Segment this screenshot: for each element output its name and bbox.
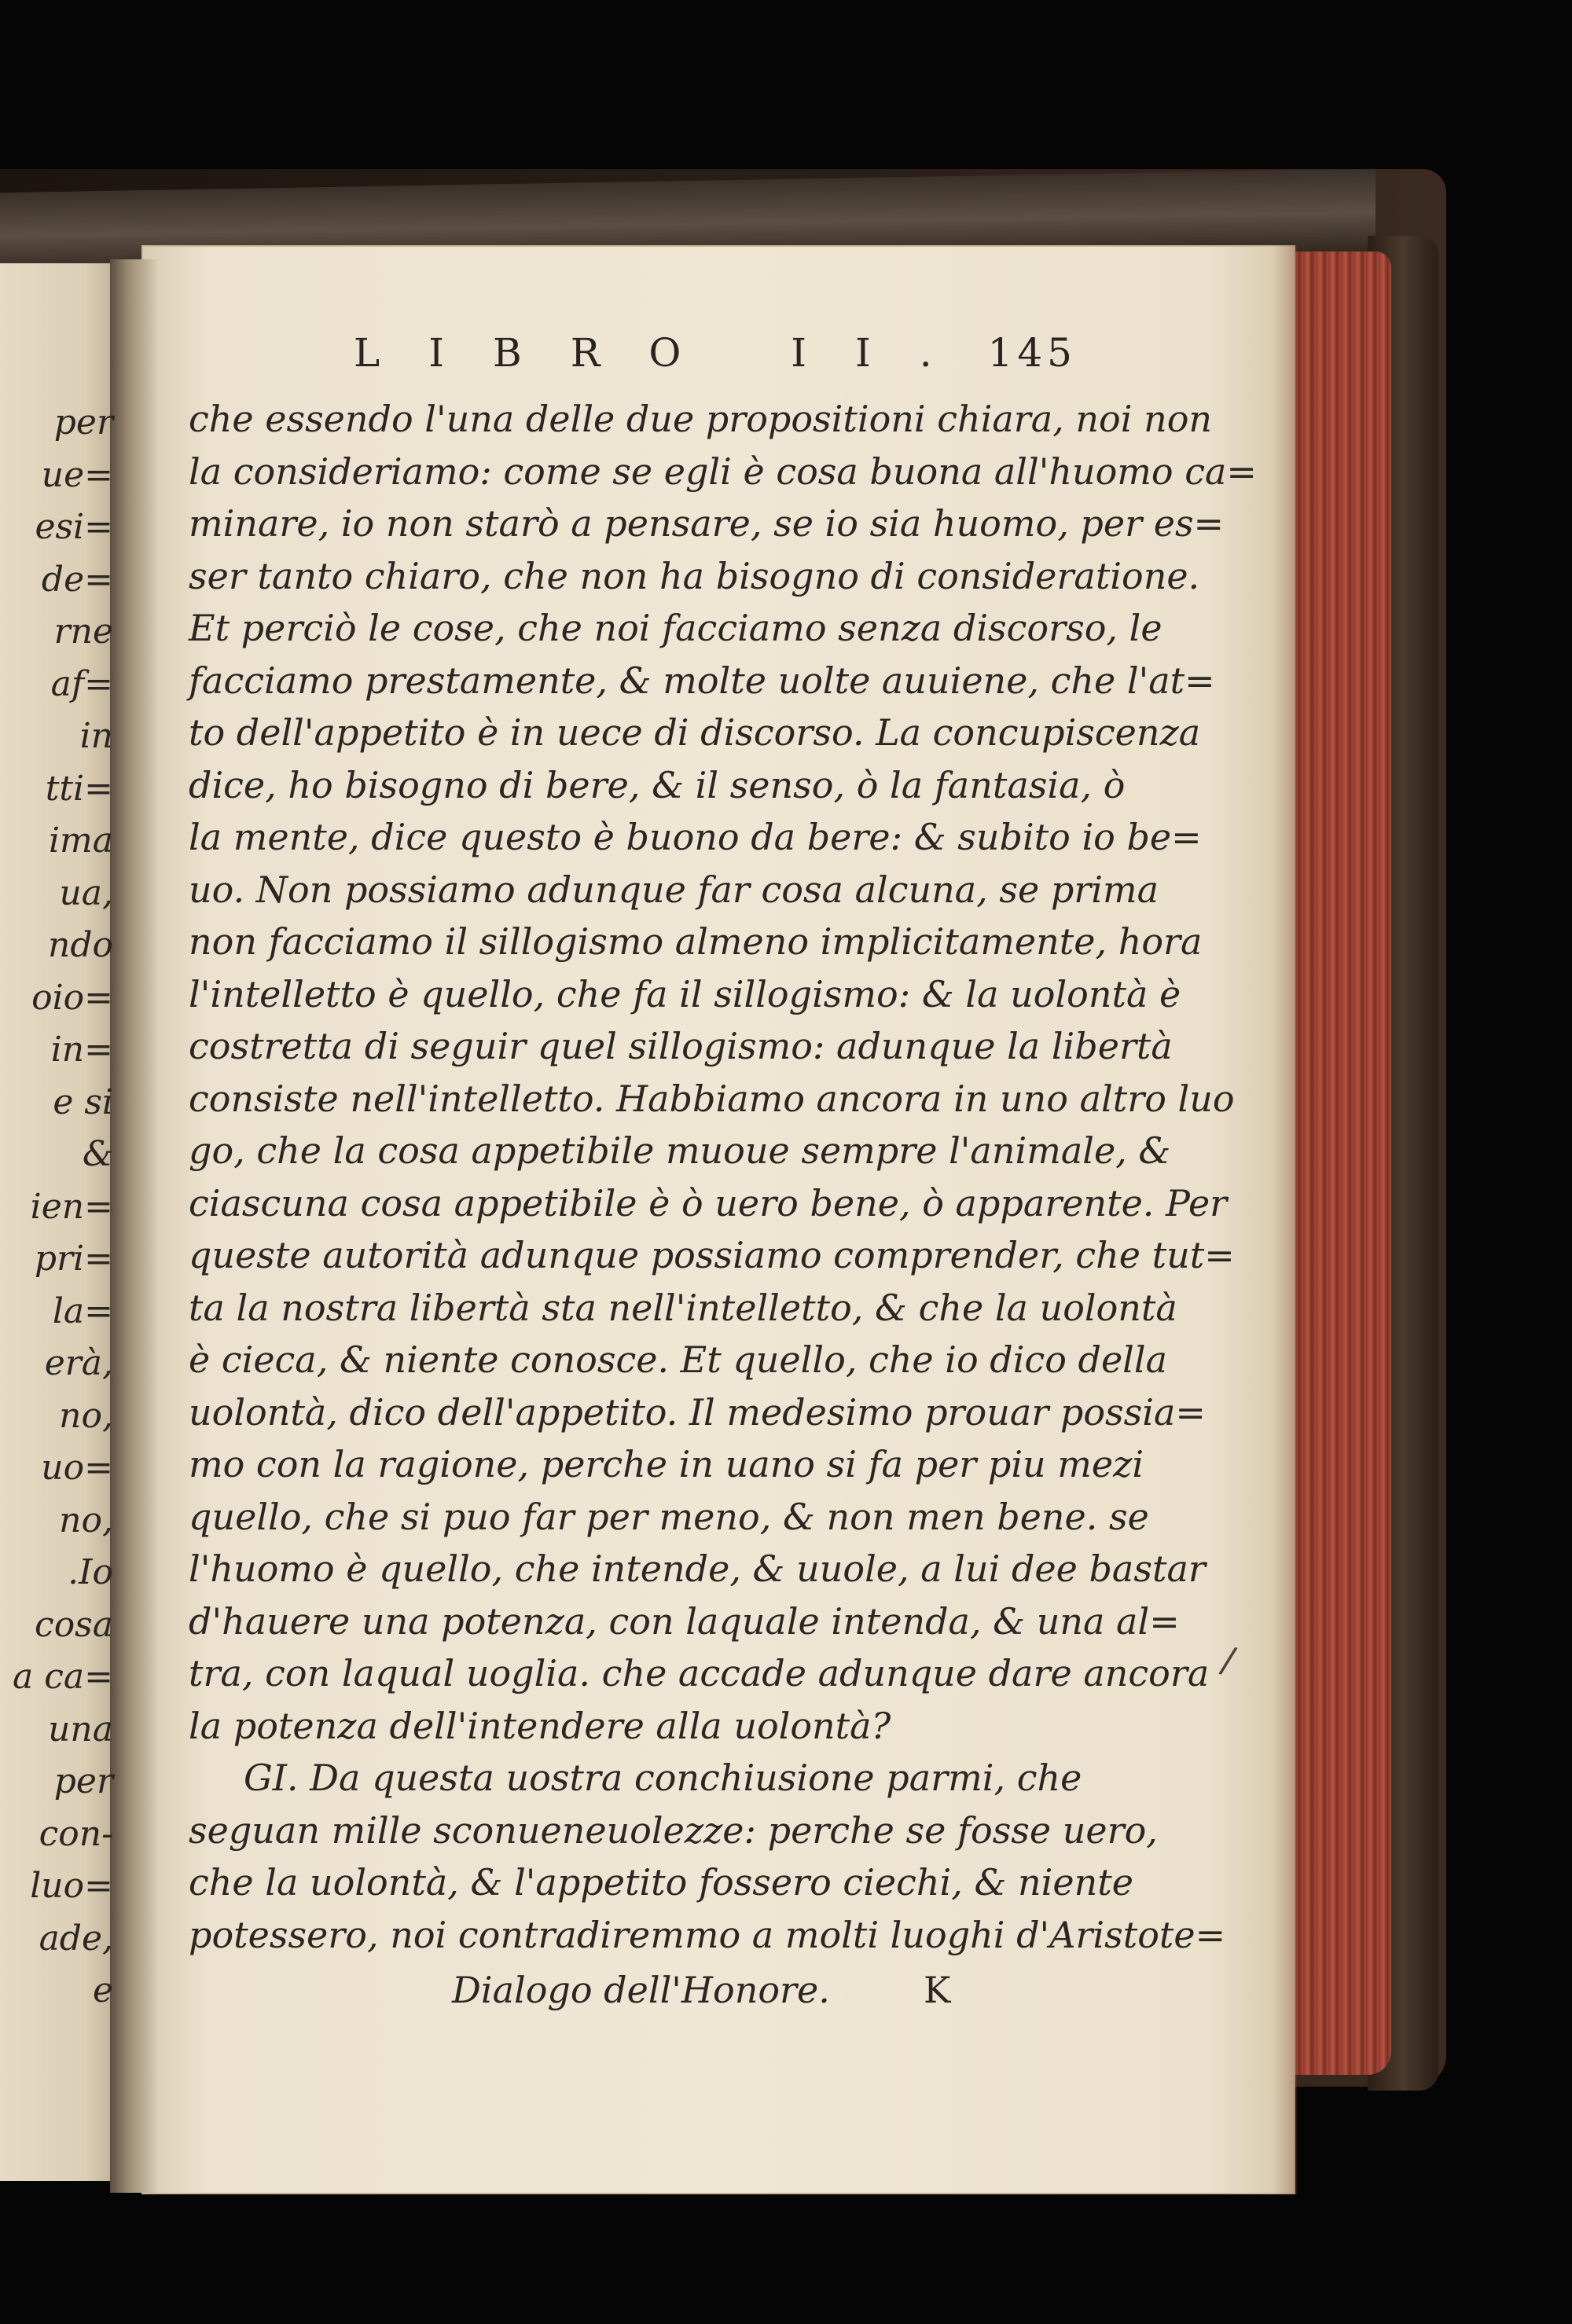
left-fragment: cosa bbox=[35, 1604, 113, 1645]
text-line: la consideriamo: come se egli è cosa buona all'huomo ca= bbox=[189, 450, 1257, 493]
left-fragment: af= bbox=[50, 663, 113, 704]
text-line: la mente, dice questo è buono da bere: & subito io be= bbox=[189, 816, 1202, 858]
left-fragment: in bbox=[79, 716, 113, 756]
text-line: minare, io non starò a pensare, se io sia huomo, per es= bbox=[189, 502, 1225, 545]
page-footer bbox=[452, 1969, 1238, 2024]
margin-mark: / bbox=[1217, 1637, 1240, 1683]
text-line: facciamo prestamente, & molte uolte auuiene, che l'at= bbox=[189, 659, 1215, 702]
text-line: tra, con laqual uoglia. che accade adunque dare ancora bbox=[189, 1652, 1210, 1694]
left-fragment: per bbox=[53, 402, 113, 442]
page-number: 145 bbox=[987, 330, 1077, 376]
text-line: potessero, noi contradiremmo a molti luoghi d'Aristote= bbox=[189, 1913, 1226, 1956]
left-fragment: ndo bbox=[48, 925, 113, 965]
text-line: uolontà, dico dell'appetito. Il medesimo prouar possia= bbox=[189, 1390, 1206, 1434]
left-fragment: luo= bbox=[30, 1866, 113, 1906]
left-fragment: in= bbox=[50, 1030, 113, 1070]
text-line: d'hauere una potenza, con laquale intenda, & una al= bbox=[189, 1599, 1180, 1643]
text-line: queste autorità adunque possiamo comprender, che tut= bbox=[189, 1234, 1235, 1276]
left-fragment: .Io bbox=[68, 1552, 113, 1592]
left-fragment: erà, bbox=[44, 1343, 113, 1383]
running-head-title: LIBRO II. bbox=[354, 330, 981, 376]
text-line: ser tanto chiaro, che non ha bisogno di consideratione. bbox=[189, 554, 1200, 597]
left-fragment: ua, bbox=[59, 872, 113, 913]
text-line: che essendo l'una delle due propositioni chiara, noi non bbox=[189, 398, 1213, 440]
left-fragment: pri= bbox=[34, 1239, 113, 1279]
text-line: costretta di seguir quel sillogismo: adunque la libertà bbox=[189, 1025, 1173, 1067]
text-line: consiste nell'intelletto. Habbiamo ancora in uno altro luo bbox=[189, 1077, 1235, 1120]
left-fragment: e bbox=[92, 1970, 113, 2010]
left-page-text bbox=[0, 397, 118, 2017]
left-fragment: no, bbox=[59, 1500, 113, 1540]
left-fragment: per bbox=[53, 1761, 113, 1801]
text-line: è cieca, & niente conosce. Et quello, che io dico della bbox=[189, 1338, 1168, 1381]
text-line: go, che la cosa appetibile muoue sempre l'animale, & bbox=[189, 1129, 1171, 1172]
left-fragment: uo= bbox=[41, 1448, 113, 1488]
text-line: ta la nostra libertà sta nell'intelletto, & che la uolontà bbox=[189, 1286, 1177, 1329]
left-fragment: & bbox=[82, 1134, 113, 1174]
text-line: ciascuna cosa appetibile è ò uero bene, ò apparente. Per bbox=[189, 1181, 1228, 1224]
text-line: GI. Da questa uostra conchiusione parmi, che bbox=[244, 1757, 1082, 1799]
page-edge-shadow bbox=[1273, 245, 1297, 2194]
text-line: Et perciò le cose, che noi facciamo senza discorso, le bbox=[189, 607, 1162, 649]
text-line: l'huomo è quello, che intende, & uuole, a lui dee bastar bbox=[189, 1547, 1206, 1590]
text-line: quello, che si puo far per meno, & non men bene. se bbox=[189, 1495, 1149, 1538]
left-fragment: ien= bbox=[30, 1186, 113, 1227]
running-head bbox=[354, 330, 1140, 385]
left-fragment: oio= bbox=[31, 977, 113, 1018]
signature-mark: K bbox=[924, 1969, 951, 2011]
left-fragment: ade, bbox=[39, 1918, 113, 1959]
left-fragment: una bbox=[48, 1709, 113, 1749]
signature-title: Dialogo dell'Honore. bbox=[452, 1969, 830, 2011]
text-line: non facciamo il sillogismo almeno implicitamente, hora bbox=[189, 920, 1203, 963]
text-line: che la uolontà, & l'appetito fossero ciechi, & niente bbox=[189, 1861, 1133, 1904]
left-fragment: e si bbox=[53, 1081, 113, 1122]
left-fragment: de= bbox=[41, 559, 113, 600]
text-line: to dell'appetito è in uece di discorso. La concupiscenza bbox=[189, 711, 1201, 754]
text-line: la potenza dell'intendere alla uolontà? bbox=[189, 1704, 891, 1747]
left-fragment: ue= bbox=[41, 454, 113, 495]
left-fragment: con- bbox=[39, 1813, 113, 1854]
left-fragment: rne bbox=[53, 611, 113, 652]
text-line: dice, ho bisogno di bere, & il senso, ò la fantasia, ò bbox=[189, 763, 1126, 806]
text-line: uo. Non possiamo adunque far cosa alcuna, se prima bbox=[189, 868, 1159, 911]
left-fragment: ima bbox=[48, 821, 113, 861]
left-fragment: a ca= bbox=[13, 1657, 113, 1697]
left-fragment: la= bbox=[52, 1290, 113, 1331]
body-text bbox=[189, 393, 1273, 1961]
left-fragment: tti= bbox=[45, 768, 113, 809]
text-line: seguan mille sconueneuolezze: perche se fosse uero, bbox=[189, 1808, 1158, 1852]
left-fragment: esi= bbox=[35, 507, 113, 547]
text-line: mo con la ragione, perche in uano si fa per piu mezi bbox=[189, 1443, 1144, 1485]
text-line: l'intelletto è quello, che fa il sillogismo: & la uolontà è bbox=[189, 972, 1181, 1015]
left-fragment: no, bbox=[59, 1395, 113, 1436]
